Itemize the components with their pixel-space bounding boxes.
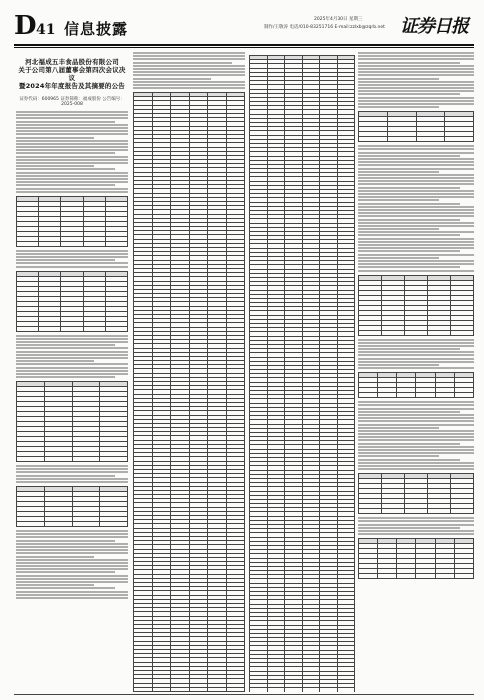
text-line xyxy=(16,549,128,551)
table-cell xyxy=(39,326,61,331)
text-line xyxy=(358,436,474,438)
table-cell xyxy=(100,457,128,462)
table-cell xyxy=(72,522,100,527)
text-line xyxy=(16,250,128,252)
text-line xyxy=(358,533,474,535)
text-line xyxy=(16,146,128,148)
table-cell xyxy=(378,393,397,398)
table-cell xyxy=(428,330,451,335)
text-line xyxy=(358,199,439,201)
table-cell xyxy=(105,241,127,246)
text-line xyxy=(358,527,460,529)
text-line xyxy=(358,219,460,221)
text-line xyxy=(358,231,474,233)
text-line xyxy=(358,193,474,195)
text-line xyxy=(16,530,128,532)
text-line xyxy=(16,376,115,378)
text-line xyxy=(358,517,474,519)
text-line xyxy=(16,253,128,255)
data-table xyxy=(358,111,474,142)
table-cell xyxy=(39,241,61,246)
text-line xyxy=(16,546,128,548)
text-line xyxy=(16,478,128,480)
text-line xyxy=(358,168,474,170)
text-line xyxy=(358,520,474,522)
body-text-block xyxy=(358,517,474,535)
table-cell xyxy=(382,509,405,514)
text-line xyxy=(358,354,474,356)
newspaper-logo: 证券日报 xyxy=(400,16,468,37)
text-line xyxy=(358,270,474,272)
body-text-block xyxy=(16,530,128,599)
table-cell xyxy=(189,691,208,692)
table-cell xyxy=(100,522,128,527)
data-table xyxy=(249,55,355,692)
text-line xyxy=(16,471,128,473)
text-line xyxy=(358,257,439,259)
text-line xyxy=(16,568,128,570)
text-line xyxy=(16,133,128,135)
text-line xyxy=(358,408,474,410)
text-line xyxy=(16,370,128,372)
data-table xyxy=(358,275,474,336)
table-cell xyxy=(435,574,454,579)
table-cell xyxy=(171,691,190,692)
text-line xyxy=(358,87,474,89)
text-line xyxy=(358,260,474,262)
text-line xyxy=(16,591,128,593)
text-line xyxy=(358,228,439,230)
text-line xyxy=(16,587,115,589)
text-line xyxy=(358,241,474,243)
text-line xyxy=(358,187,460,189)
table-row xyxy=(359,574,474,579)
data-table xyxy=(358,538,474,579)
text-line xyxy=(358,427,439,429)
data-table xyxy=(16,486,128,527)
text-line xyxy=(16,360,94,362)
text-line xyxy=(358,430,474,432)
text-line xyxy=(16,571,115,573)
text-line xyxy=(133,81,245,83)
text-line xyxy=(358,234,460,236)
text-line xyxy=(358,52,474,54)
text-line xyxy=(358,93,460,95)
data-table xyxy=(358,372,474,398)
text-line xyxy=(16,114,128,116)
text-line xyxy=(358,367,474,369)
header-rule-thin xyxy=(14,47,474,48)
text-line xyxy=(16,152,115,154)
text-line xyxy=(16,584,94,586)
column-d xyxy=(358,52,474,692)
table-cell xyxy=(44,457,72,462)
text-line xyxy=(358,401,474,403)
text-line xyxy=(358,74,474,76)
body-text-block xyxy=(358,52,474,108)
text-line xyxy=(358,439,474,441)
text-line xyxy=(358,71,474,73)
article-meta: 证券代码：600965 证券简称：福成股份 公告编号：2025-008 xyxy=(19,97,125,107)
text-line xyxy=(16,581,128,583)
table-cell xyxy=(405,509,428,514)
text-line xyxy=(358,238,474,240)
section-title: 信息披露 xyxy=(64,20,129,38)
text-line xyxy=(358,190,474,192)
data-table xyxy=(358,473,474,514)
table-cell xyxy=(451,330,474,335)
text-line xyxy=(358,180,474,182)
text-line xyxy=(358,465,474,467)
table-cell xyxy=(454,393,473,398)
text-line xyxy=(358,345,474,347)
text-line xyxy=(358,263,474,265)
text-line xyxy=(358,348,460,350)
text-line xyxy=(358,404,474,406)
text-line xyxy=(358,177,474,179)
table-cell xyxy=(226,691,245,692)
text-line xyxy=(16,351,128,353)
text-line xyxy=(16,181,128,183)
text-line xyxy=(16,111,128,113)
text-line xyxy=(16,562,128,564)
table-cell xyxy=(83,241,105,246)
text-line xyxy=(16,594,128,596)
body-text-block xyxy=(358,145,474,271)
table-cell xyxy=(44,522,72,527)
text-line xyxy=(133,55,245,57)
text-line xyxy=(358,206,474,208)
text-line xyxy=(358,339,474,341)
text-line xyxy=(358,244,474,246)
text-line xyxy=(16,575,128,577)
table-cell xyxy=(428,509,451,514)
text-line xyxy=(358,55,474,57)
text-line xyxy=(133,74,245,76)
text-line xyxy=(358,446,474,448)
text-line xyxy=(16,143,128,145)
column-c xyxy=(249,52,355,692)
text-line xyxy=(16,165,94,167)
text-line xyxy=(358,174,474,176)
text-line xyxy=(16,262,128,264)
table-cell xyxy=(359,137,388,142)
table-cell xyxy=(382,330,405,335)
text-line xyxy=(16,266,128,268)
text-line xyxy=(16,156,128,158)
table-row xyxy=(359,330,474,335)
table-cell xyxy=(378,574,397,579)
text-line xyxy=(16,159,128,161)
table-cell xyxy=(445,137,474,142)
text-line xyxy=(358,164,474,166)
headline-line-2: 关于公司第八届董事会第四次会议决议 xyxy=(18,66,126,82)
body-text-block xyxy=(358,339,474,370)
text-line xyxy=(358,361,474,363)
data-table xyxy=(16,196,128,247)
table-cell xyxy=(17,326,39,331)
text-line xyxy=(16,335,128,337)
text-line xyxy=(358,183,474,185)
table-cell xyxy=(397,574,416,579)
text-line xyxy=(16,536,128,538)
text-line xyxy=(133,78,211,80)
footer-rule xyxy=(14,694,474,695)
table-cell xyxy=(397,393,416,398)
body-text-block xyxy=(16,465,128,483)
text-line xyxy=(16,191,128,193)
section-letter: D xyxy=(14,11,37,41)
text-line xyxy=(358,212,474,214)
table-cell xyxy=(61,326,83,331)
text-line xyxy=(16,178,128,180)
editor-line: 制作/王敬涛 电话/010-83251716 E-mail:zzlxb@zqrb.net xyxy=(264,25,385,30)
text-line xyxy=(358,215,474,217)
text-line xyxy=(16,259,115,261)
text-line xyxy=(358,222,474,224)
text-line xyxy=(16,130,128,132)
text-line xyxy=(358,417,474,419)
text-line xyxy=(16,565,128,567)
text-line xyxy=(358,148,474,150)
text-line xyxy=(358,424,474,426)
text-line xyxy=(133,84,245,86)
text-line xyxy=(358,78,439,80)
date-line: 2025年4月30日 星期三 xyxy=(314,17,363,22)
text-line xyxy=(358,145,474,147)
text-line xyxy=(133,68,245,70)
text-line xyxy=(358,171,439,173)
text-line xyxy=(16,373,128,375)
text-line xyxy=(16,168,115,170)
data-table xyxy=(133,92,245,692)
text-line xyxy=(16,552,128,554)
text-line xyxy=(358,462,474,464)
text-line xyxy=(16,540,115,542)
table-row xyxy=(17,522,128,527)
text-line xyxy=(358,250,460,252)
text-line xyxy=(358,524,474,526)
text-line xyxy=(358,364,439,366)
text-line xyxy=(358,161,474,163)
headline-line-1: 河北福成五丰食品股份有限公司 xyxy=(25,58,119,66)
text-line xyxy=(16,341,128,343)
text-line xyxy=(16,559,128,561)
table-cell xyxy=(61,241,83,246)
table-cell xyxy=(359,330,382,335)
text-line xyxy=(358,62,460,64)
text-line xyxy=(16,124,128,126)
text-line xyxy=(16,121,115,123)
text-line xyxy=(16,162,128,164)
text-line xyxy=(16,578,128,580)
table-cell xyxy=(208,691,227,692)
text-line xyxy=(358,152,474,154)
text-line xyxy=(16,172,128,174)
table-cell xyxy=(83,326,105,331)
table-cell xyxy=(152,691,171,692)
body-text-block xyxy=(358,401,474,470)
text-line xyxy=(16,597,128,599)
text-line xyxy=(16,354,128,356)
table-cell xyxy=(105,326,127,331)
text-line xyxy=(358,449,474,451)
text-line xyxy=(16,137,94,139)
text-line xyxy=(16,468,128,470)
table-cell xyxy=(416,393,435,398)
page-number: 41 xyxy=(36,22,56,38)
text-line xyxy=(358,342,474,344)
column-b xyxy=(133,52,245,692)
text-line xyxy=(358,100,474,102)
table-cell xyxy=(134,691,153,692)
text-line xyxy=(358,196,474,198)
body-text-block xyxy=(133,52,245,89)
text-line xyxy=(16,357,128,359)
text-line xyxy=(358,468,474,470)
text-line xyxy=(133,62,232,64)
table-cell xyxy=(405,330,428,335)
text-line xyxy=(16,256,128,258)
text-line xyxy=(133,87,245,89)
text-line xyxy=(358,414,474,416)
text-line xyxy=(133,71,245,73)
text-line xyxy=(16,184,115,186)
text-line xyxy=(16,533,128,535)
text-line xyxy=(358,97,474,99)
text-line xyxy=(358,81,474,83)
article-headline xyxy=(16,58,128,90)
text-line xyxy=(358,90,474,92)
data-table xyxy=(16,381,128,462)
text-line xyxy=(16,188,128,190)
text-line xyxy=(358,452,474,454)
text-line xyxy=(16,367,128,369)
text-line xyxy=(16,175,128,177)
text-line xyxy=(358,358,474,360)
text-line xyxy=(358,247,474,249)
table-row xyxy=(359,509,474,514)
table-row xyxy=(17,326,128,331)
text-line xyxy=(358,254,474,256)
header-rule xyxy=(14,44,474,46)
text-line xyxy=(16,149,128,151)
body-text-block xyxy=(16,111,128,193)
body-text-block xyxy=(16,335,128,378)
text-line xyxy=(16,117,128,119)
text-line xyxy=(16,347,128,349)
table-row xyxy=(17,457,128,462)
text-line xyxy=(358,225,474,227)
masthead xyxy=(14,12,474,44)
text-line xyxy=(358,455,439,457)
text-line xyxy=(16,140,128,142)
text-line xyxy=(16,338,128,340)
data-table xyxy=(16,271,128,332)
table-cell xyxy=(359,574,378,579)
table-cell xyxy=(359,393,378,398)
table-cell xyxy=(17,241,39,246)
text-line xyxy=(358,411,460,413)
text-line xyxy=(358,530,474,532)
text-line xyxy=(16,344,115,346)
table-row xyxy=(134,691,245,692)
text-line xyxy=(133,58,245,60)
text-line xyxy=(358,103,474,105)
text-line xyxy=(358,155,460,157)
text-line xyxy=(358,420,474,422)
text-line xyxy=(358,84,474,86)
text-line xyxy=(358,158,474,160)
text-line xyxy=(358,106,439,108)
table-row xyxy=(17,241,128,246)
text-line xyxy=(16,481,128,483)
text-line xyxy=(358,266,460,268)
text-line xyxy=(358,459,460,461)
table-cell xyxy=(17,522,45,527)
headline-line-3: 暨2024年年度报告及其摘要的公告 xyxy=(19,82,125,90)
text-line xyxy=(16,556,94,558)
text-line xyxy=(133,52,245,54)
text-line xyxy=(358,58,474,60)
table-cell xyxy=(359,509,382,514)
table-row xyxy=(359,393,474,398)
text-line xyxy=(16,127,128,129)
text-line xyxy=(133,65,245,67)
text-line xyxy=(358,203,460,205)
text-line xyxy=(16,543,128,545)
text-line xyxy=(358,351,474,353)
text-line xyxy=(358,443,460,445)
column-a xyxy=(16,52,128,692)
text-line xyxy=(16,363,128,365)
text-line xyxy=(358,433,474,435)
table-cell xyxy=(435,393,454,398)
table-cell xyxy=(451,509,474,514)
text-line xyxy=(358,65,474,67)
table-cell xyxy=(387,137,416,142)
table-cell xyxy=(454,574,473,579)
table-cell xyxy=(416,574,435,579)
table-row xyxy=(359,137,474,142)
body-text-block xyxy=(16,250,128,268)
table-cell xyxy=(17,457,45,462)
text-line xyxy=(16,465,128,467)
text-line xyxy=(358,209,474,211)
text-line xyxy=(16,475,115,477)
table-cell xyxy=(416,137,445,142)
table-cell xyxy=(72,457,100,462)
text-line xyxy=(358,68,474,70)
